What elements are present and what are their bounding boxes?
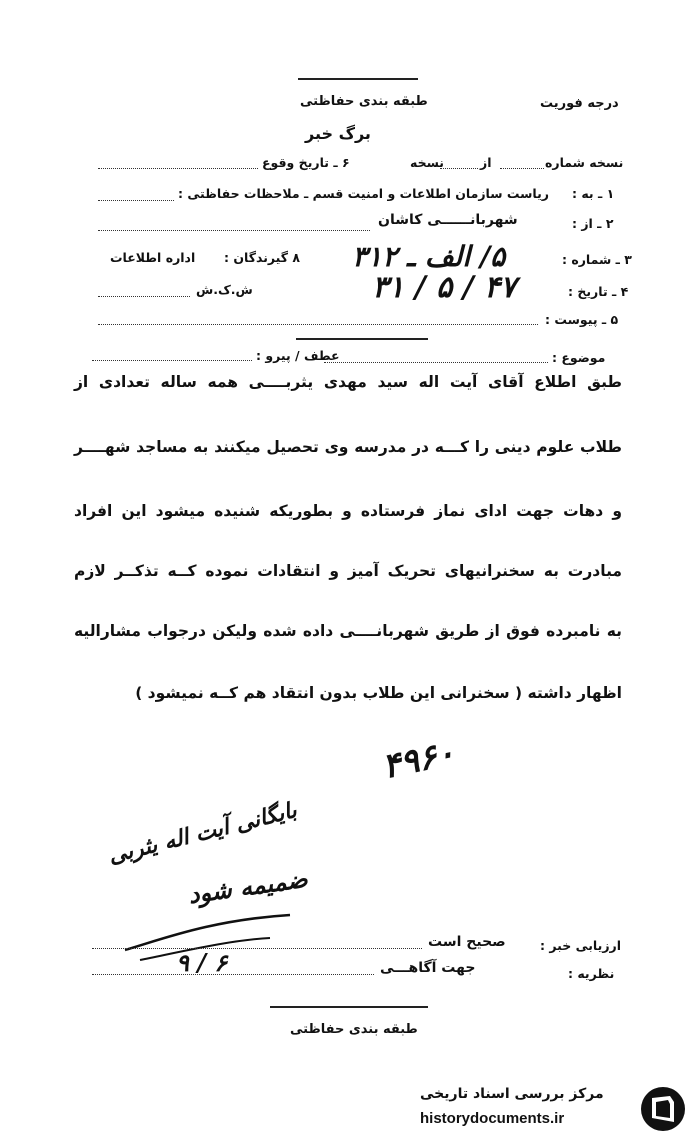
reference-label: عطف / پیرو : [256, 348, 340, 363]
to-dots [98, 200, 174, 201]
handwritten-note-1: بایگانی آیت اله یثربی [105, 797, 300, 869]
body-line-6: اظهار داشته ( سخنرانی این طلاب بدون انتقاد هم کــه نمیشود ) [135, 684, 622, 702]
from-copies-label: از [480, 155, 492, 170]
body-line-2: طلاب علوم دینی را کـــه در مدرسه وی تحصیل میکنند به مساجد شهــــر [74, 438, 622, 456]
attachment-dots [98, 324, 538, 325]
receivers-sub-dots [98, 296, 190, 297]
to-value: ریاست سازمان اطلاعات و امنیت قسم ـ ملاحظات حفاظتی : [178, 186, 550, 201]
copy-number-label: نسخه شماره [545, 155, 624, 170]
body-line-4: مبادرت به سخنرانیهای تحریک آمیز و انتقادات نموده کــه تذکــر لازم [74, 562, 622, 580]
body-line-5: به نامبرده فوق از طریق شهربانــــی داده شده ولیکن درجواب مشارالیه [74, 622, 622, 640]
from-copies-dots [440, 168, 478, 169]
watermark-org-name: مرکز بررسی اسناد تاریخی [420, 1086, 604, 1102]
receivers-value: اداره اطلاعات [110, 250, 196, 265]
handwritten-initials: ۹ / ۶ [176, 948, 228, 977]
handwritten-note-2: ضمیمه شود [186, 863, 310, 910]
body-line-3: و دهات جهت ادای نماز فرستاده و بطوریکه شنیده میشود این افراد [74, 502, 622, 520]
event-date-label: ۶ ـ تاریخ وقوع [262, 155, 350, 170]
watermark-url: historydocuments.ir [420, 1110, 565, 1127]
watermark-logo [412, 1082, 692, 1137]
separator-rule [296, 338, 428, 340]
number-value: ۵/ الف ـ ۳۱۲ [352, 240, 506, 273]
footer-rule [270, 1006, 428, 1008]
classification-top: طبقه بندی حفاظتی [300, 94, 428, 109]
priority-label: درجه فوریت [540, 96, 619, 111]
event-date-dots [98, 168, 258, 169]
classification-bottom: طبقه بندی حفاظتی [290, 1022, 418, 1037]
date-value: ۳۱ / ۵ / ۴۷ [372, 270, 517, 305]
to-label: ۱ ـ به : [572, 186, 615, 201]
copy-word: نسخه [410, 155, 445, 170]
opinion-value: جهت آگاهـــی [380, 960, 476, 976]
subject-label: موضوع : [552, 350, 606, 365]
handwritten-number: ۴۹۶۰ [378, 732, 459, 788]
form-title: برگ خبر [305, 124, 371, 143]
reference-dots [92, 360, 252, 361]
attachment-label: ۵ ـ پیوست : [545, 312, 619, 327]
subject-dots [324, 362, 548, 363]
opinion-label: نظریه : [568, 966, 615, 981]
assessment-dots [92, 948, 422, 949]
receivers-label: ۸ گیرندگان : [224, 250, 301, 265]
from-dots [98, 230, 370, 231]
number-label: ۳ ـ شماره : [562, 252, 632, 267]
header-rule [298, 78, 418, 80]
archive-logo-icon [638, 1084, 688, 1134]
assessment-label: ارزیابی خبر : [540, 938, 621, 953]
assessment-value: صحیح است [428, 934, 506, 950]
from-value: شهربانــــــی کاشان [378, 212, 518, 228]
receivers-sub: ش.ک.ش [196, 282, 253, 297]
from-label: ۲ ـ از : [572, 216, 614, 231]
body-line-1: طبق اطلاع آقای آیت اله سید مهدی یثربــــی همه ساله تعدادی از [74, 373, 622, 391]
opinion-dots [92, 974, 374, 975]
date-label: ۴ ـ تاریخ : [568, 284, 629, 299]
copy-number-dots [500, 168, 544, 169]
